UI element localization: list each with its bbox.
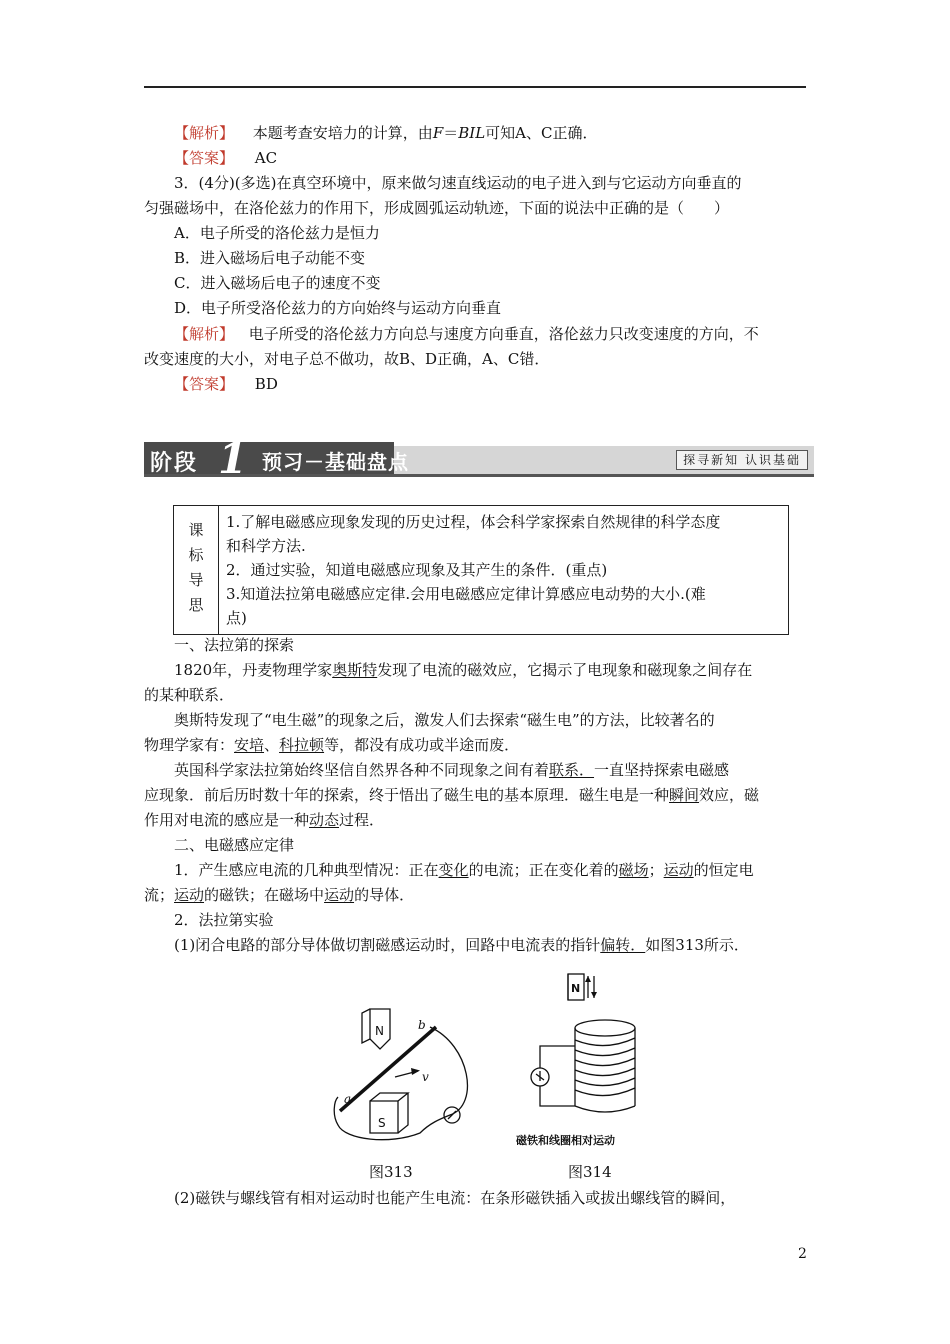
section-heading: 一、法拉第的探索 xyxy=(174,636,295,654)
solution-tag: 【解析】 xyxy=(174,325,235,343)
label-n: N xyxy=(375,1024,384,1038)
paragraph: 奥斯特发现了“电生磁”的现象之后，激发人们去探索“磁生电”的方法，比较著名的 xyxy=(174,711,715,729)
paragraph: 1820年，丹麦物理学家奥斯特发现了电流的磁效应，它揭示了电现象和磁现象之间存在 xyxy=(174,661,753,679)
question-stem: 3．(4分)(多选)在真空环境中，原来做匀速直线运动的电子进入到与它运动方向垂直的 xyxy=(174,174,742,192)
objectives-label: 课 标 导 思 xyxy=(174,506,219,634)
label-a: a xyxy=(344,1092,352,1106)
paragraph-cont: 应现象．前后历时数十年的探索，终于悟出了磁生电的基本原理．磁生电是一种瞬间效应，磁 xyxy=(144,786,760,804)
solution-line-cont: 改变速度的大小，对电子总不做功，故B、D正确，A、C错． xyxy=(144,350,550,368)
option-d: D．电子所受洛伦兹力的方向始终与运动方向垂直 xyxy=(174,299,502,317)
paragraph: (2)磁铁与螺线管有相对运动时也能产生电流：在条形磁铁插入或拔出螺线管的瞬间， xyxy=(174,1189,736,1207)
paragraph: 英国科学家法拉第始终坚信自然界各种不同现象之间有着联系．一直坚持探索电磁感 xyxy=(174,761,730,779)
paragraph: (1)闭合电路的部分导体做切割磁感运动时，回路中电流表的指针偏转．如图313所示． xyxy=(174,936,749,954)
option-b: B．进入磁场后电子动能不变 xyxy=(174,249,366,267)
header-rule xyxy=(144,86,806,88)
figure-314-caption: 图314 xyxy=(568,1163,612,1181)
page-number: 2 xyxy=(798,1246,807,1262)
paragraph-cont: 作用对电流的感应是一种动态过程． xyxy=(144,811,385,829)
answer-line: 【答案】 BD xyxy=(174,375,278,393)
solution-line: 【解析】 本题考查安培力的计算，由F＝BIL可知A、C正确． xyxy=(174,124,598,142)
figure-313 xyxy=(330,1005,480,1145)
label-s: S xyxy=(378,1116,386,1130)
objectives-table xyxy=(173,505,789,635)
banner-stage: 阶段 xyxy=(150,451,199,476)
paragraph: 1．产生感应电流的几种典型情况：正在变化的电流；正在变化着的磁场；运动的恒定电 xyxy=(174,861,754,879)
figure-313-caption: 图313 xyxy=(369,1163,413,1181)
paragraph-cont: 物理学家有：安培、科拉顿等，都没有成功或半途而废． xyxy=(144,736,520,754)
label-v: v xyxy=(422,1070,429,1084)
banner-number: 1 xyxy=(218,434,248,483)
objectives-content: 1.了解电磁感应现象发现的历史过程，体会科学家探索自然规律的科学态度 和科学方法. 2．通过实验，知道电磁感应现象及其产生的条件．(重点) 3.知道法拉第电磁感应定律.会用电磁感应定律计算感应电动势的大小.(难 点) xyxy=(226,513,721,627)
solution-tag: 【解析】 xyxy=(174,124,235,142)
answer-tag: 【答案】 xyxy=(174,375,235,393)
label-b: b xyxy=(418,1018,426,1032)
subheading: 2．法拉第实验 xyxy=(174,911,274,929)
answer-tag: 【答案】 xyxy=(174,149,235,167)
figure-314-inner-caption: 磁铁和线圈相对运动 xyxy=(516,1134,615,1147)
option-c: C．进入磁场后电子的速度不变 xyxy=(174,274,381,292)
question-stem-cont: 匀强磁场中，在洛伦兹力的作用下，形成圆弧运动轨迹，下面的说法中正确的是（ ） xyxy=(144,199,730,217)
paragraph-cont: 的某种联系． xyxy=(144,686,235,704)
section-heading: 二、电磁感应定律 xyxy=(174,836,295,854)
figure-314 xyxy=(512,968,652,1150)
label-n: N xyxy=(571,982,581,995)
answer-line: 【答案】 AC xyxy=(174,149,278,167)
solution-line: 【解析】 电子所受的洛伦兹力方向总与速度方向垂直，洛伦兹力只改变速度的方向，不 xyxy=(174,325,759,343)
banner-tag: 探寻新知 认识基础 xyxy=(676,450,808,470)
section-banner xyxy=(144,434,814,483)
banner-title: 预习－基础盘点 xyxy=(262,450,409,474)
option-a: A．电子所受的洛伦兹力是恒力 xyxy=(174,224,380,242)
paragraph-cont: 流；运动的磁铁；在磁场中运动的导体． xyxy=(144,886,415,904)
